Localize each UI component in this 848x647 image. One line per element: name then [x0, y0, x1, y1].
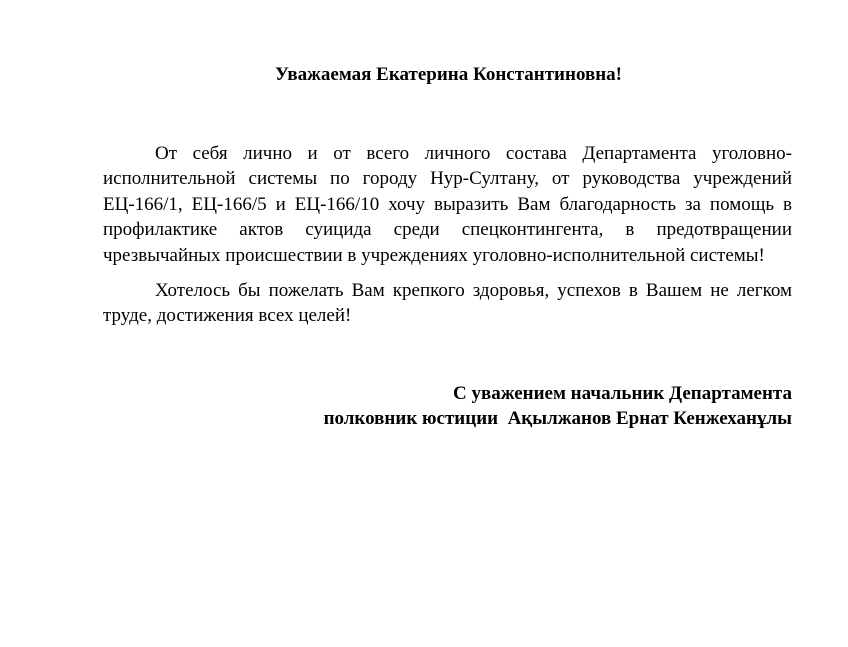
- signature-name-line: полковник юстиции Ақылжанов Ернат Кенжеханұлы: [323, 408, 792, 430]
- letter-body: [103, 62, 792, 432]
- letter-greeting: Уважаемая Екатерина Константиновна!: [274, 64, 623, 85]
- signature-title-line: С уважением начальник Департамента: [452, 382, 792, 404]
- letter-paragraph-gratitude: От себя лично и от всего личного состава Департамента уголовно-исполнительной системы по городу Нур-Султану, от руководства учреждений ЕЦ-166/1, ЕЦ-166/5 и ЕЦ-166/10 хочу выразить Вам благодарность за помощь в профилактике актов суицида среди спецконтингента, в предотвращении чрезвычайных происшествии в учреждениях уголовно-исполнительной системы!: [103, 142, 792, 266]
- letter-paragraph-wishes: Хотелось бы пожелать Вам крепкого здоровья, успехов в Вашем не легком труде, достижения всех целей!: [103, 279, 792, 327]
- letter-signature: [103, 381, 792, 432]
